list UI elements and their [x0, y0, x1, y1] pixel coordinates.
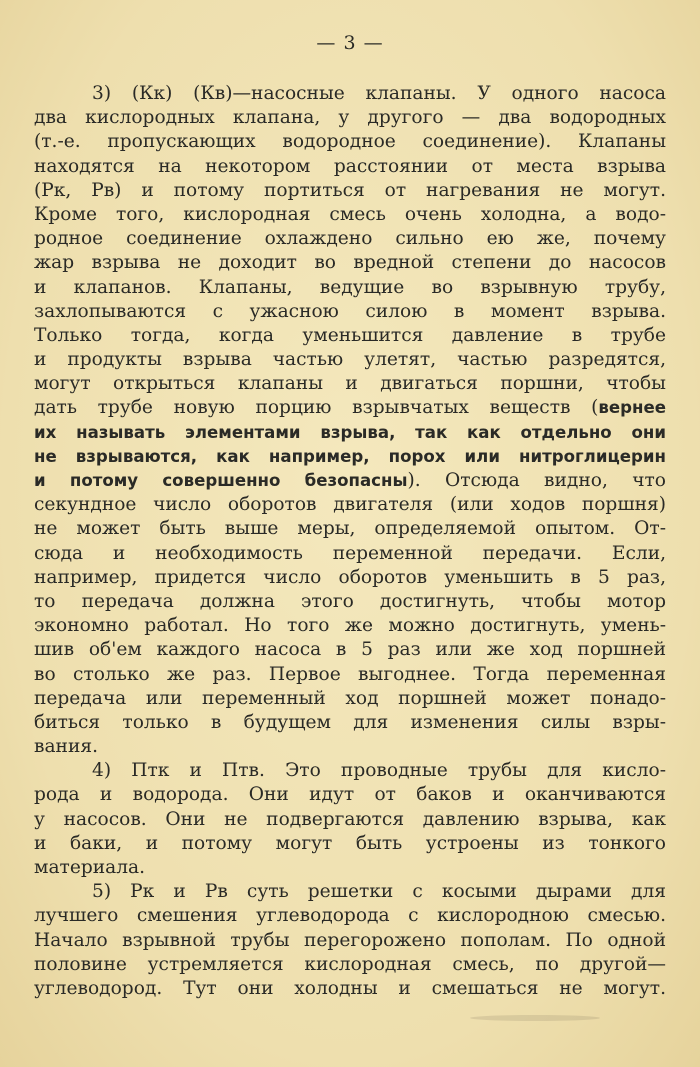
text-line: [34, 663, 666, 687]
line-text: например, придется число оборотов уменьшить в 5 раз,: [34, 566, 666, 588]
line-text: материала.: [34, 857, 146, 878]
line-text: вания.: [34, 736, 98, 758]
text-line: [34, 493, 666, 517]
bold-text: и потому совершенно безопасны: [34, 471, 408, 490]
line-text: два кислородных клапана, у другого — два водородных: [34, 107, 666, 129]
text-line: [34, 566, 666, 590]
text-line: [34, 977, 666, 1001]
line-text: то передача должна этого достигнуть, чтобы мотор: [34, 590, 666, 612]
page-number: — 3 —: [316, 32, 384, 54]
text-line: [34, 396, 666, 420]
text-line: [34, 106, 666, 130]
line-text: Начало взрывной трубы перегорожено пополам. По одной: [34, 929, 666, 951]
line-text: экономно работал. Но того же можно достигнуть, умень-: [34, 615, 666, 637]
text-line: [34, 203, 666, 227]
line-text: секундное число оборотов двигателя (или ходов поршня): [34, 494, 666, 516]
text-line: [34, 808, 666, 832]
line-text: (т.-е. пропускающих водородное соединение). Клапаны: [34, 131, 666, 153]
text-line: [34, 469, 666, 493]
line-text: биться только в будущем для изменения силы взры-: [34, 711, 666, 733]
line-text: у насосов. Они не подвергаются давлению взрыва, как: [34, 808, 666, 830]
text-line: [34, 421, 666, 445]
line-text: не может быть выше меры, определяемой опытом. От-: [34, 518, 666, 540]
line-text: рода и водорода. Они идут от баков и оканчиваются: [34, 784, 666, 806]
text-line: [34, 614, 666, 638]
line-text: могут открыться клапаны и двигаться поршни, чтобы: [34, 373, 666, 395]
text-line: [34, 517, 666, 541]
text-line: [34, 82, 666, 106]
line-text: во столько же раз. Первое выгоднее. Тогда переменная: [34, 663, 666, 685]
text-line: [34, 759, 666, 783]
text-line: [34, 276, 666, 300]
line-text: и продукты взрыва частью улетят, частью разредятся,: [34, 349, 666, 371]
line-text: захлопываются с ужасною силою в момент взрыва.: [34, 300, 666, 322]
text-line: [34, 179, 666, 203]
text-line: [34, 324, 666, 348]
text-line: [34, 227, 666, 251]
text-line: [34, 953, 666, 977]
text-line: [34, 542, 666, 566]
text-line: [34, 880, 666, 904]
ink-smudge: [470, 1015, 600, 1021]
text-line: [34, 783, 666, 807]
line-text: находятся на некотором расстоянии от места взрыва: [34, 155, 666, 177]
text-line: [34, 832, 666, 856]
text-line: [34, 155, 666, 179]
text-line: [34, 300, 666, 324]
line-text: Только тогда, когда уменьшится давление в трубе: [34, 324, 666, 346]
text-line: [34, 711, 666, 735]
line-text: и клапанов. Клапаны, ведущие во взрывную трубу,: [34, 276, 666, 298]
text-line: [34, 904, 666, 928]
text-line: [34, 687, 666, 711]
line-text: шив об'ем каждого насоса в 5 раз или же ход поршней: [34, 639, 666, 661]
bold-text: вернее: [598, 398, 666, 418]
bold-text: не взрываются, как например, порох или нитроглицерин: [34, 446, 666, 466]
line-text: Кроме того, кислородная смесь очень холодна, а водо-: [34, 203, 666, 225]
line-text: половине устремляется кислородная смесь, по другой—: [34, 953, 666, 975]
text-line: [34, 372, 666, 396]
line-text: ). Отсюда видно, что: [407, 470, 666, 491]
text-line: [34, 856, 666, 880]
text-line: [34, 638, 666, 662]
bold-text: их называть элементами взрыва, так как отдельно они: [34, 422, 666, 442]
line-text: передача или переменный ход поршней может понадо-: [34, 687, 666, 709]
line-text: дать трубе новую порцию взрывчатых веществ (: [34, 397, 599, 419]
text-line: [34, 929, 666, 953]
line-text: жар взрыва не доходит во вредной степени до насосов: [34, 252, 666, 274]
text-line: [34, 348, 666, 372]
text-line: [34, 735, 666, 759]
text-line: [34, 590, 666, 614]
line-text: сюда и необходимость переменной передачи. Если,: [34, 542, 666, 564]
line-text: углеводород. Тут они холодны и смешаться не могут.: [34, 977, 666, 999]
line-text: 3) (Кк) (Кв)—насосные клапаны. У одного насоса: [92, 83, 666, 104]
line-text: (Рк, Рв) и потому портиться от нагревания не могут.: [34, 179, 666, 201]
body-text: [34, 82, 666, 1001]
text-line: [34, 251, 666, 275]
text-line: [34, 130, 666, 154]
text-line: [34, 445, 666, 469]
line-text: и баки, и потому могут быть устроены из тонкого: [34, 832, 666, 854]
line-text: родное соединение охлаждено сильно ею же, почему: [34, 228, 666, 250]
line-text: 4) Птк и Птв. Это проводные трубы для кисло-: [92, 760, 666, 782]
line-text: 5) Рк и Рв суть решетки с косыми дырами для: [92, 881, 666, 903]
line-text: лучшего смешения углеводорода с кислородною смесью.: [34, 905, 666, 927]
